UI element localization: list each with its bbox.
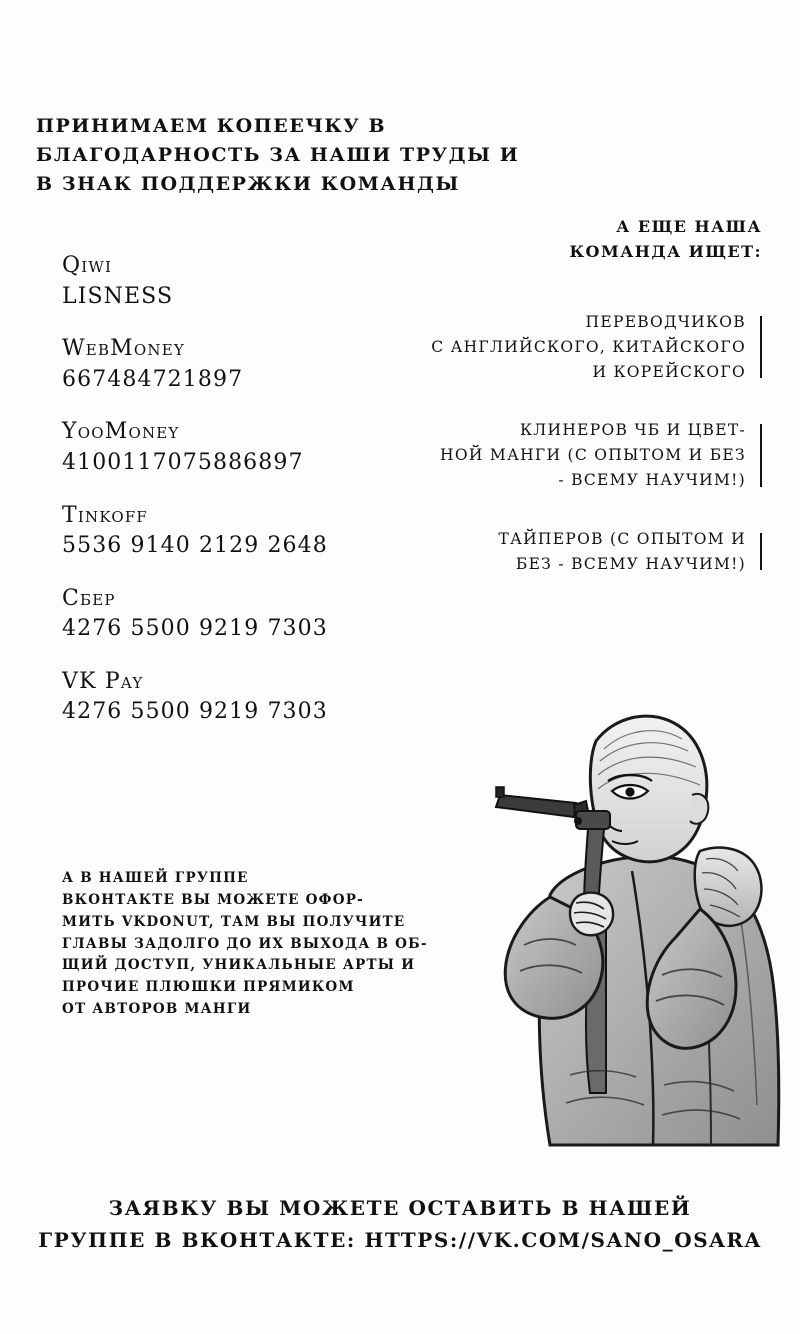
job-item-cleaners: [422, 418, 762, 492]
note-line: МИТЬ VKDONUT, ТАМ ВЫ ПОЛУЧИТЕ: [62, 913, 406, 930]
payment-value: 5536 9140 2129 2648: [62, 533, 328, 559]
job-item-translators: [422, 310, 762, 384]
note-line: ОТ АВТОРОВ МАНГИ: [62, 1001, 252, 1018]
job-line: КЛИНЕРОВ ЧБ И ЦВЕТ-: [520, 421, 746, 440]
payment-value: LISNESS: [62, 283, 174, 309]
recruiting-header-line-1: А ЕЩЕ НАША: [616, 217, 762, 236]
payment-label: YooMoney: [62, 419, 180, 445]
job-accent-bar: [760, 316, 762, 378]
payment-label: Сбер: [62, 585, 116, 611]
job-line: И КОРЕЙСКОГО: [592, 362, 746, 381]
footer-line-2: ГРУППЕ В ВКОНТАКТЕ: HTTPS://VK.COM/SANO_OSARA: [38, 1228, 762, 1252]
note-line: А В НАШЕЙ ГРУППЕ: [62, 870, 249, 886]
payment-item-qiwi: [62, 252, 462, 311]
note-line: ПРОЧИЕ ПЛЮШКИ ПРЯМИКОМ: [62, 979, 355, 996]
payment-item-sber: [62, 585, 462, 644]
headline: [36, 112, 576, 199]
footer-banner: [0, 1192, 800, 1256]
job-line: - ВСЕМУ НАУЧИМ!): [558, 470, 746, 489]
recruiting-header: [432, 215, 762, 265]
headline-line-1: ПРИНИМАЕМ КОПЕЕЧКУ В: [36, 115, 387, 137]
footer-line-1: ЗАЯВКУ ВЫ МОЖЕТЕ ОСТАВИТЬ В НАШЕЙ: [108, 1196, 692, 1220]
payment-value: 4100117075886897: [62, 449, 304, 475]
payment-label: WebMoney: [62, 336, 185, 362]
payment-value: 4276 5500 9219 7303: [62, 699, 328, 725]
job-list: [422, 310, 762, 610]
job-line: ТАЙПЕРОВ (С ОПЫТОМ И: [498, 529, 746, 548]
note-line: ЩИЙ ДОСТУП, УНИКАЛЬНЫЕ АРТЫ И: [62, 957, 416, 974]
payment-value: 4276 5500 9219 7303: [62, 616, 328, 642]
job-line: НОЙ МАНГИ (С ОПЫТОМ И БЕЗ: [440, 446, 746, 465]
job-accent-bar: [760, 424, 762, 486]
payment-label: VK Pay: [62, 668, 144, 694]
vk-donut-note: [62, 868, 428, 1021]
payment-value: 667484721897: [62, 366, 244, 392]
payment-item-yoomoney: [62, 418, 462, 477]
note-line: ВКОНТАКТЕ ВЫ МОЖЕТЕ ОФОР-: [62, 891, 364, 908]
job-line: ПЕРЕВОДЧИКОВ: [585, 313, 746, 331]
payment-label: Tinkoff: [62, 502, 149, 528]
job-accent-bar: [760, 533, 762, 571]
payment-label: Qiwi: [62, 253, 113, 278]
job-line: БЕЗ - ВСЕМУ НАУЧИМ!): [515, 554, 746, 573]
payment-item-webmoney: [62, 335, 462, 394]
job-item-typesetters: [422, 527, 762, 577]
headline-line-2: БЛАГОДАРНОСТЬ ЗА НАШИ ТРУДЫ И: [36, 143, 520, 166]
illustration-man-aiming-rifle: [400, 645, 800, 1165]
job-line: С АНГЛИЙСКОГО, КИТАЙСКОГО: [431, 337, 746, 356]
payment-item-tinkoff: [62, 502, 462, 561]
recruiting-header-line-2: КОМАНДА ИЩЕТ:: [569, 241, 762, 261]
headline-line-3: В ЗНАК ПОДДЕРЖКИ КОМАНДЫ: [36, 172, 460, 195]
note-line: ГЛАВЫ ЗАДОЛГО ДО ИХ ВЫХОДА В ОБ-: [62, 935, 428, 952]
